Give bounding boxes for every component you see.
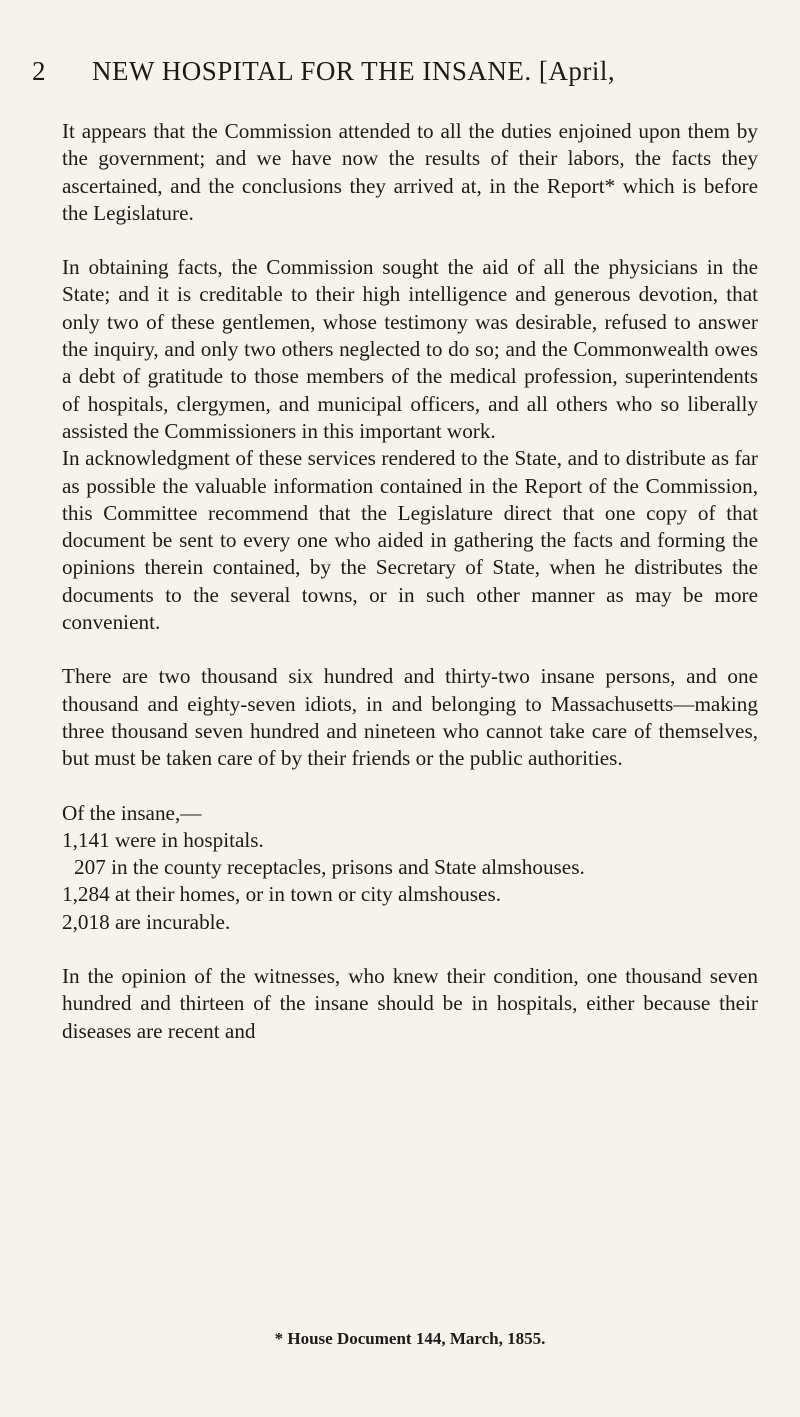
running-head-section: [April, [538, 56, 616, 86]
stat-line-county-receptacles: 207 in the county receptacles, prisons and State almshouses. [74, 855, 585, 880]
paragraph-witnesses-opinion: In the opinion of the witnesses, who knew their condition, one thousand seven hundred and thirteen of the insane should be in hospitals, either because their diseases are recent and [62, 964, 758, 1043]
footnote: * House Document 144, March, 1855. [274, 1329, 546, 1348]
paragraph-insane-count: There are two thousand six hundred and thirty-two insane persons, and one thousand and eighty-seven idiots, in and belonging to Massachusetts—making three thousand seven hundred and nineteen who cannot take care of themselves, but must be taken care of by their friends or the public authorities. [62, 664, 758, 771]
stat-line-hospitals: 1,141 were in hospitals. [62, 827, 264, 852]
page-number: 2 [32, 56, 46, 86]
paragraph-acknowledgment: In acknowledgment of these services rendered to the State, and to distribute as far as possible the valuable information contained in the Report of the Commission, this Committee recommend that the Legislature direct that one copy of that document be sent to every one who aided in gathering the facts and forming the opinions therein contained, by the Secretary of State, when he distributes the documents to the several towns, or in such other manner as may be more convenient. [62, 446, 758, 635]
running-head [92, 56, 615, 87]
running-head-title: NEW HOSPITAL FOR THE INSANE. [92, 56, 532, 86]
stat-line-incurable: 2,018 are incurable. [62, 909, 231, 934]
paragraph-of-the-insane: Of the insane,— [62, 800, 202, 825]
page-body [62, 118, 758, 1045]
paragraph-obtaining-facts: In obtaining facts, the Commission sought the aid of all the physicians in the State; and it is creditable to their high intelligence and generous devotion, that only two of these gentlemen, whose testimony was desirable, refused to answer the inquiry, and only two others neglected to do so; and the Commonwealth owes a debt of gratitude to those members of the medical profession, superintendents of hospitals, clergymen, and municipal officers, and all others who so liberally assisted the Commissioners in this important work. [62, 255, 758, 443]
paragraph-commission-duties: It appears that the Commission attended to all the duties enjoined upon them by the government; and we have now the results of their labors, the facts they ascertained, and the conclusions they arrived at, in the Report* which is before the Legislature. [62, 119, 758, 225]
page-header [32, 56, 758, 96]
stat-line-homes: 1,284 at their homes, or in town or city almshouses. [62, 882, 501, 907]
